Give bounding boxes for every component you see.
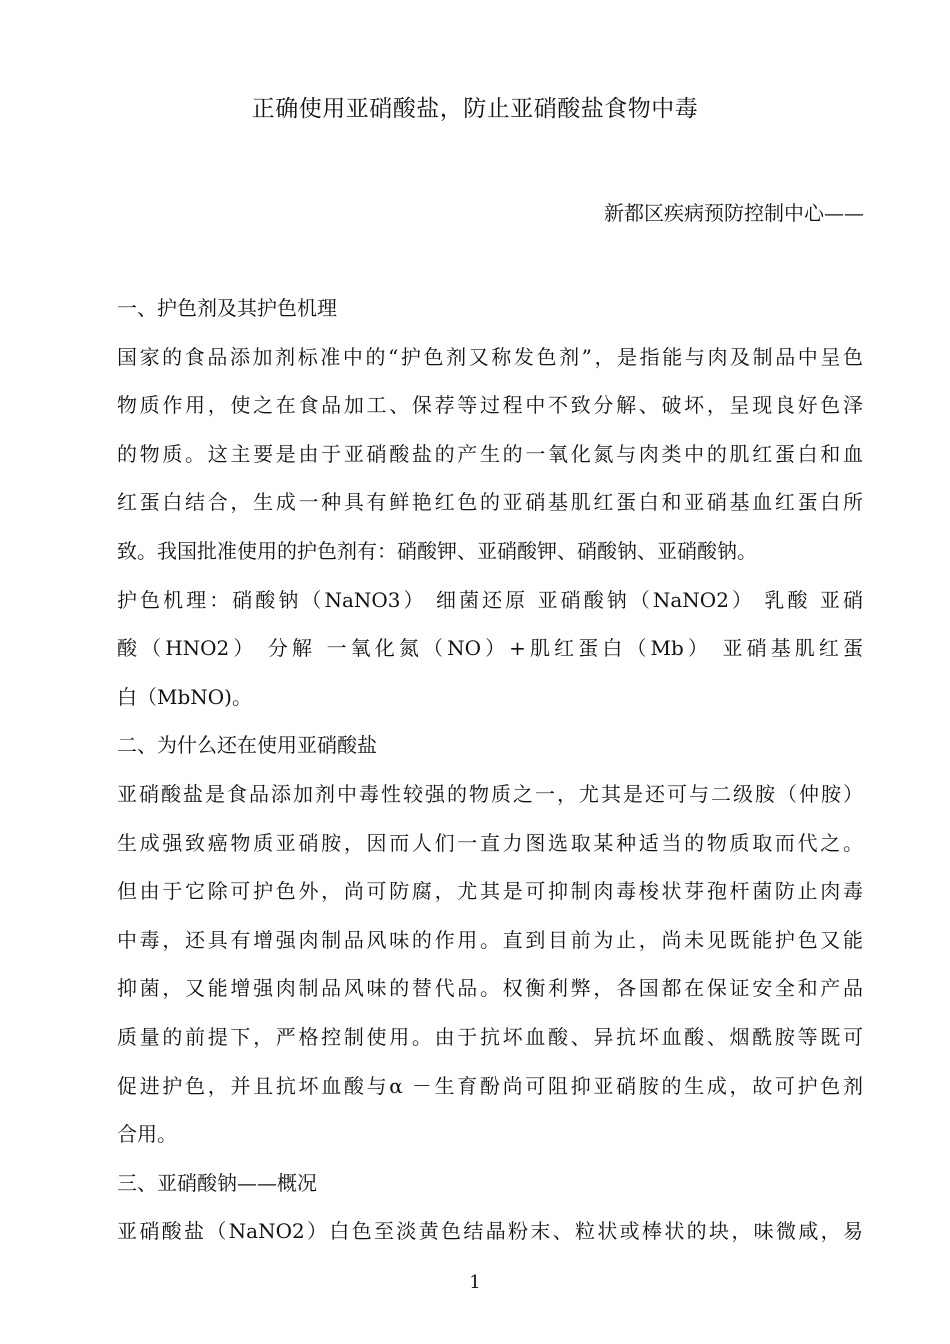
text-line: 合用。 <box>117 1122 177 1146</box>
text-line: 亚硝酸盐是食品添加剂中毒性较强的物质之一，尤其是还可与二级胺（仲胺） <box>117 782 863 806</box>
text-line: 一、护色剂及其护色机理 <box>117 296 337 320</box>
text-line: 酸（HNO2） 分解 一氧化氮（NO）+肌红蛋白（Mb） 亚硝基肌红蛋 <box>117 636 863 660</box>
text-line: 护色机理：硝酸钠（NaNO3） 细菌还原 亚硝酸钠（NaNO2） 乳酸 亚硝 <box>117 588 863 612</box>
text-line: 抑菌，又能增强肉制品风味的替代品。权衡利弊，各国都在保证安全和产品 <box>117 976 863 1000</box>
text-line: 二、为什么还在使用亚硝酸盐 <box>117 733 377 757</box>
author-organization: 新都区疾病预防控制中心—— <box>604 201 864 225</box>
text-line: 质量的前提下，严格控制使用。由于抗坏血酸、异抗坏血酸、烟酰胺等既可 <box>117 1025 863 1049</box>
text-line: 三、亚硝酸钠——概况 <box>117 1171 317 1195</box>
text-line: 物质作用，使之在食品加工、保荐等过程中不致分解、破坏，呈现良好色泽 <box>117 393 863 417</box>
text-line: 国家的食品添加剂标准中的“护色剂又称发色剂”，是指能与肉及制品中呈色 <box>117 345 863 369</box>
text-line: 亚硝酸盐（NaNO2）白色至淡黄色结晶粉末、粒状或棒状的块，味微咸，易 <box>117 1219 863 1243</box>
text-line: 致。我国批准使用的护色剂有：硝酸钾、亚硝酸钾、硝酸钠、亚硝酸钠。 <box>117 539 757 563</box>
document-title: 正确使用亚硝酸盐，防止亚硝酸盐食物中毒 <box>251 96 699 122</box>
text-line: 中毒，还具有增强肉制品风味的作用。直到目前为止，尚未见既能护色又能 <box>117 928 863 952</box>
text-line: 红蛋白结合，生成一种具有鲜艳红色的亚硝基肌红蛋白和亚硝基血红蛋白所 <box>117 490 863 514</box>
text-line: 生成强致癌物质亚硝胺，因而人们一直力图选取某种适当的物质取而代之。 <box>117 831 863 855</box>
text-line: 白（MbNO)。 <box>117 685 252 709</box>
text-line: 的物质。这主要是由于亚硝酸盐的产生的一氧化氮与肉类中的肌红蛋白和血 <box>117 442 863 466</box>
text-line: 促进护色，并且抗坏血酸与α －生育酚尚可阻抑亚硝胺的生成，故可护色剂 <box>117 1074 863 1098</box>
page-number: 1 <box>469 1272 481 1293</box>
text-line: 但由于它除可护色外，尚可防腐，尤其是可抑制肉毒梭状芽孢杆菌防止肉毒 <box>117 879 863 903</box>
